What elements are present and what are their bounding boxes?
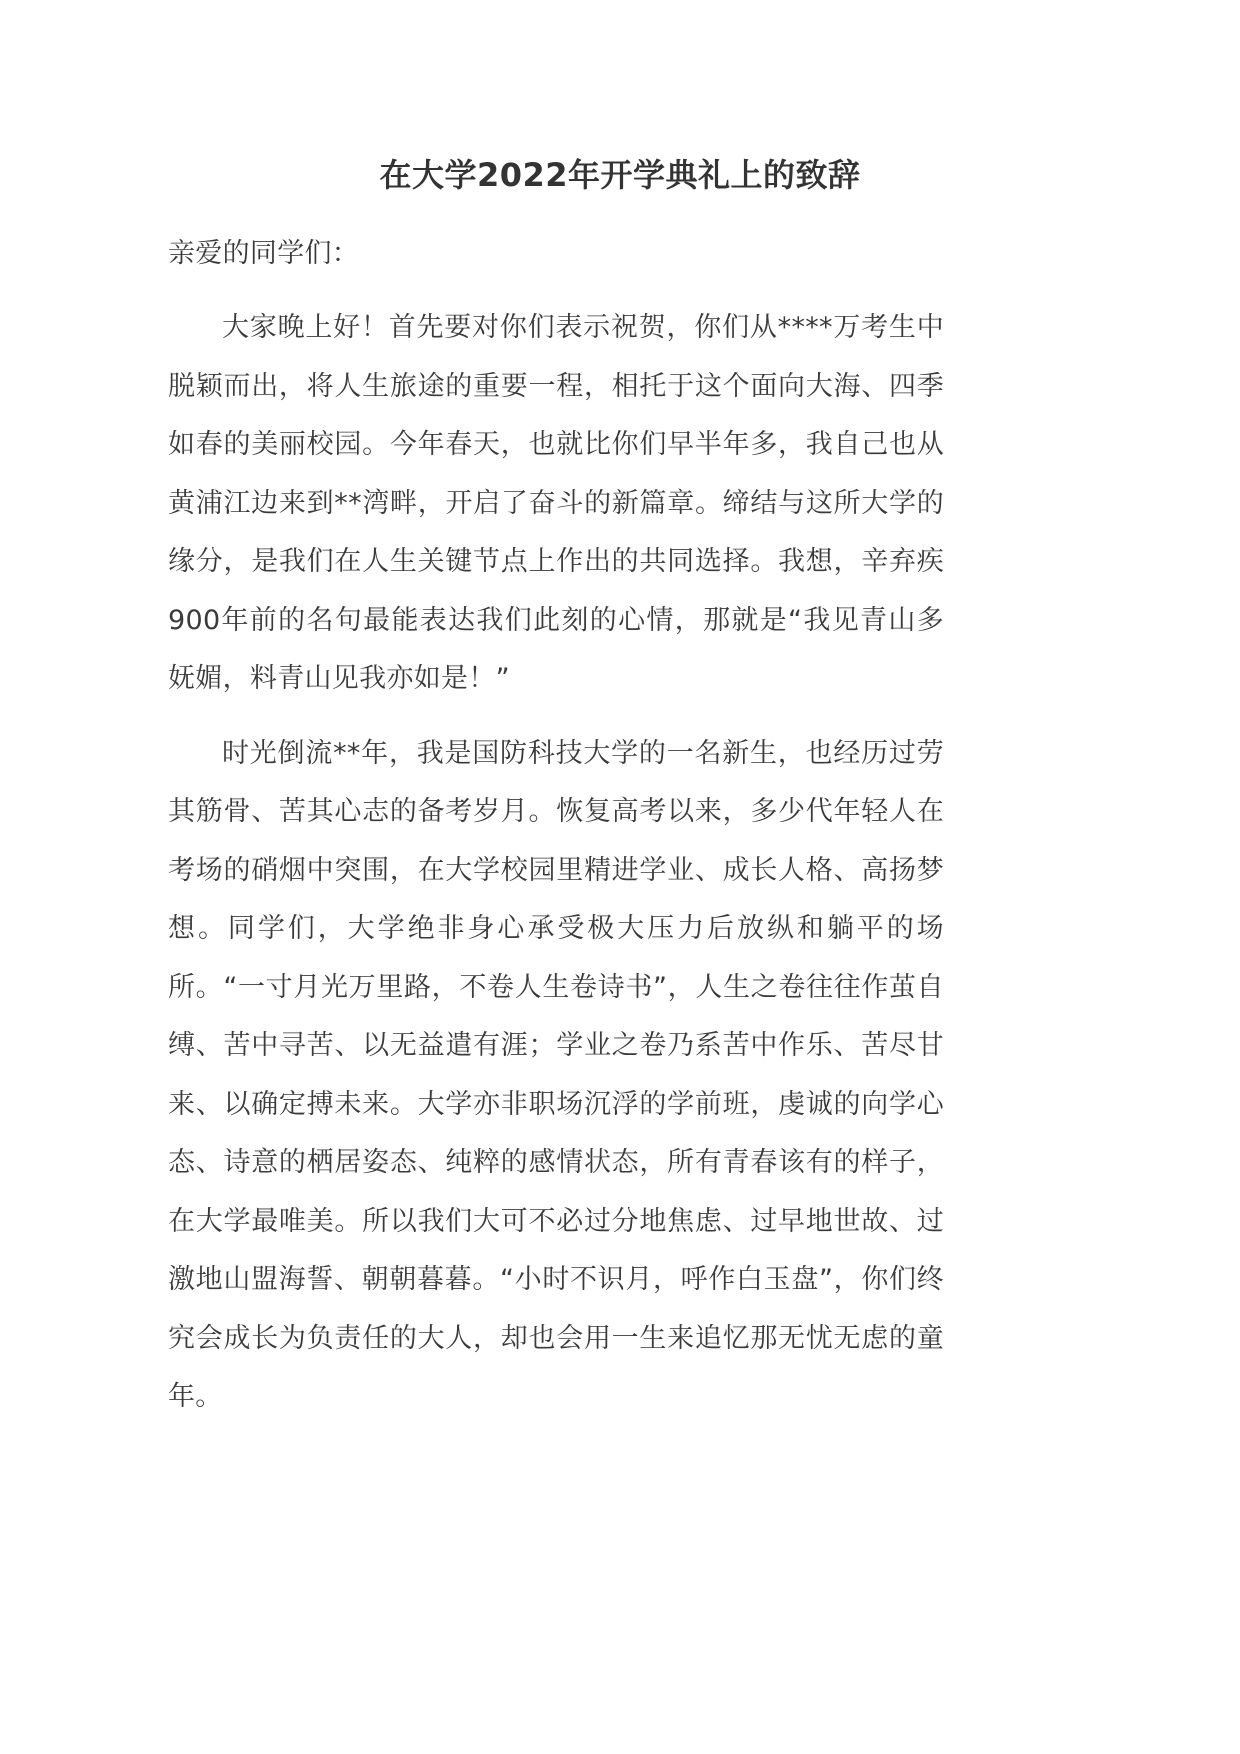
document-body: [168, 225, 944, 1427]
salutation: 亲爱的同学们：: [168, 238, 360, 269]
document-title: 在大学2022年开学典礼上的致辞: [379, 156, 861, 194]
body-paragraph-2: 时光倒流**年，我是国防科技大学的一名新生，也经历过劳其筋骨、苦其心志的备考岁月。恢复高考以来，多少代年轻人在考场的硝烟中突围，在大学校园里精进学业、成长人格、高扬梦想。同学们，大学绝非身心承受极大压力后放纵和躺平的场所。“一寸月光万里路，不卷人生卷诗书”，人生之卷往往作茧自缚、苦中寻苦、以无益遣有涯；学业之卷乃系苦中作乐、苦尽甘来、以确定搏未来。大学亦非职场沉浮的学前班，虔诚的向学心态、诗意的栖居姿态、纯粹的感情状态，所有青春该有的样子，在大学最唯美。所以我们大可不必过分地焦虑、过早地世故、过激地山盟海誓、朝朝暮暮。“小时不识月，呼作白玉盘”，你们终究会成长为负责任的大人，却也会用一生来追忆那无忧无虑的童年。: [168, 737, 944, 1412]
body-paragraph-1: 大家晚上好！首先要对你们表示祝贺，你们从****万考生中脱颖而出，将人生旅途的重要一程，相托于这个面向大海、四季如春的美丽校园。今年春天，也就比你们早半年多，我自己也从黄浦江边来到**湾畔，开启了奋斗的新篇章。缔结与这所大学的缘分，是我们在人生关键节点上作出的共同选择。我想，辛弃疾900年前的名句最能表达我们此刻的心情，那就是“我见青山多妩媚，料青山见我亦如是！”: [168, 312, 944, 694]
